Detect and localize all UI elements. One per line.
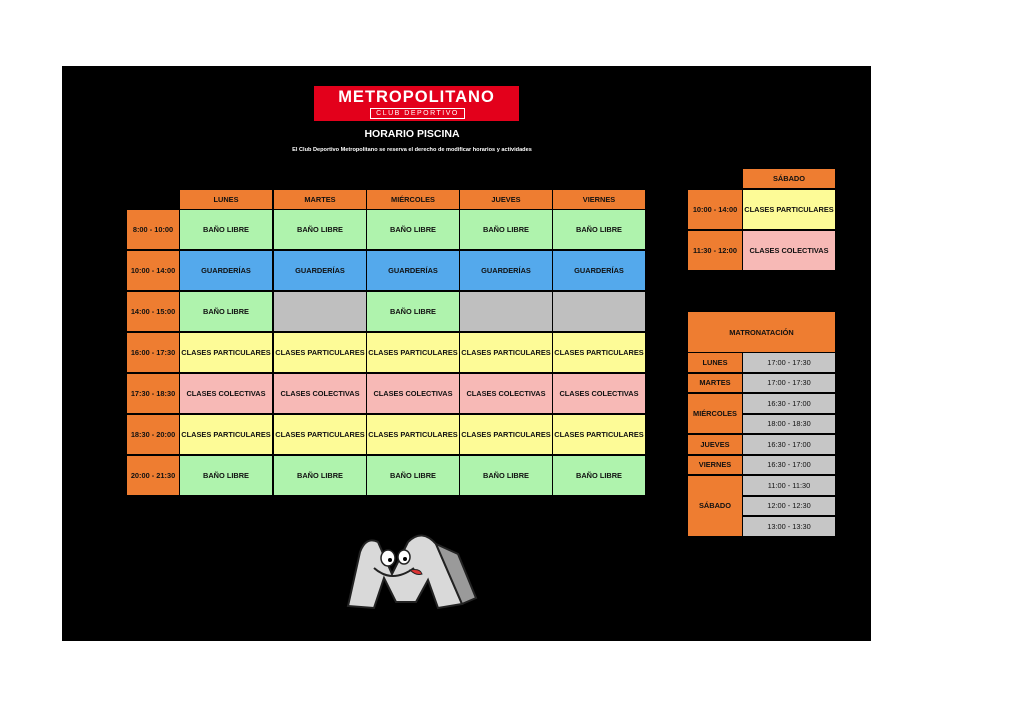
schedule-cell: BAÑO LIBRE: [179, 209, 273, 250]
saturday-activity: CLASES PARTICULARES: [742, 189, 836, 230]
schedule-cell: BAÑO LIBRE: [459, 209, 553, 250]
day-header: VIERNES: [552, 189, 646, 210]
schedule-cell: BAÑO LIBRE: [366, 455, 460, 496]
matronatacion-header: MATRONATACIÓN: [687, 311, 836, 353]
time-slot-label: 18:30 - 20:00: [126, 414, 180, 455]
saturday-time: 11:30 - 12:00: [687, 230, 743, 271]
matronatacion-time: 17:00 - 17:30: [742, 373, 836, 394]
schedule-cell: BAÑO LIBRE: [179, 291, 273, 332]
matronatacion-time: 18:00 - 18:30: [742, 414, 836, 435]
schedule-cell: CLASES PARTICULARES: [459, 414, 553, 455]
schedule-cell: CLASES PARTICULARES: [366, 414, 460, 455]
matronatacion-day: SÁBADO: [687, 475, 743, 537]
schedule-cell: CLASES COLECTIVAS: [366, 373, 460, 414]
matronatacion-day: MARTES: [687, 373, 743, 394]
schedule-cell: CLASES PARTICULARES: [552, 332, 646, 373]
schedule-cell: CLASES COLECTIVAS: [552, 373, 646, 414]
day-header: MIÉRCOLES: [366, 189, 460, 210]
matronatacion-time: 16:30 - 17:00: [742, 455, 836, 476]
matronatacion-time: 16:30 - 17:00: [742, 393, 836, 414]
saturday-time: 10:00 - 14:00: [687, 189, 743, 230]
empty-schedule-cell: [459, 291, 553, 332]
matronatacion-day: JUEVES: [687, 434, 743, 455]
logo-subtitle: CLUB DEPORTIVO: [370, 108, 465, 119]
schedule-cell: CLASES PARTICULARES: [179, 332, 273, 373]
schedule-cell: CLASES PARTICULARES: [459, 332, 553, 373]
matronatacion-time: 16:30 - 17:00: [742, 434, 836, 455]
schedule-cell: BAÑO LIBRE: [552, 455, 646, 496]
matronatacion-time: 12:00 - 12:30: [742, 496, 836, 517]
matronatacion-day: LUNES: [687, 352, 743, 373]
notice-text: El Club Deportivo Metropolitano se reserva el derecho de modificar horarios y actividades: [292, 147, 532, 153]
schedule-cell: BAÑO LIBRE: [366, 209, 460, 250]
empty-schedule-cell: [273, 291, 367, 332]
time-slot-label: 17:30 - 18:30: [126, 373, 180, 414]
metropolitano-logo: [314, 86, 519, 121]
matronatacion-time: 11:00 - 11:30: [742, 475, 836, 496]
schedule-cell: CLASES COLECTIVAS: [459, 373, 553, 414]
time-slot-label: 20:00 - 21:30: [126, 455, 180, 496]
schedule-cell: CLASES PARTICULARES: [179, 414, 273, 455]
schedule-cell: BAÑO LIBRE: [366, 291, 460, 332]
mascot-m-character: [330, 518, 480, 618]
day-header: JUEVES: [459, 189, 553, 210]
matronatacion-time: 13:00 - 13:30: [742, 516, 836, 537]
time-slot-label: 16:00 - 17:30: [126, 332, 180, 373]
time-slot-label: 10:00 - 14:00: [126, 250, 180, 291]
time-slot-label: 8:00 - 10:00: [126, 209, 180, 250]
day-header: MARTES: [273, 189, 367, 210]
schedule-cell: BAÑO LIBRE: [459, 455, 553, 496]
schedule-cell: CLASES PARTICULARES: [366, 332, 460, 373]
schedule-cell: BAÑO LIBRE: [273, 209, 367, 250]
saturday-header: SÁBADO: [742, 168, 836, 189]
schedule-cell: CLASES PARTICULARES: [273, 414, 367, 455]
matronatacion-day: MIÉRCOLES: [687, 393, 743, 434]
schedule-cell: BAÑO LIBRE: [179, 455, 273, 496]
schedule-cell: CLASES PARTICULARES: [552, 414, 646, 455]
schedule-cell: CLASES COLECTIVAS: [179, 373, 273, 414]
day-header: LUNES: [179, 189, 273, 210]
schedule-cell: BAÑO LIBRE: [552, 209, 646, 250]
time-slot-label: 14:00 - 15:00: [126, 291, 180, 332]
schedule-cell: GUARDERÍAS: [459, 250, 553, 291]
matronatacion-time: 17:00 - 17:30: [742, 352, 836, 373]
page-title: HORARIO PISCINA: [364, 128, 460, 140]
logo-name: METROPOLITANO: [338, 88, 495, 106]
schedule-cell: GUARDERÍAS: [273, 250, 367, 291]
schedule-cell: CLASES COLECTIVAS: [273, 373, 367, 414]
empty-schedule-cell: [552, 291, 646, 332]
schedule-cell: GUARDERÍAS: [366, 250, 460, 291]
schedule-cell: BAÑO LIBRE: [273, 455, 367, 496]
matronatacion-day: VIERNES: [687, 455, 743, 476]
schedule-cell: GUARDERÍAS: [179, 250, 273, 291]
schedule-cell: CLASES PARTICULARES: [273, 332, 367, 373]
saturday-activity: CLASES COLECTIVAS: [742, 230, 836, 271]
schedule-cell: GUARDERÍAS: [552, 250, 646, 291]
